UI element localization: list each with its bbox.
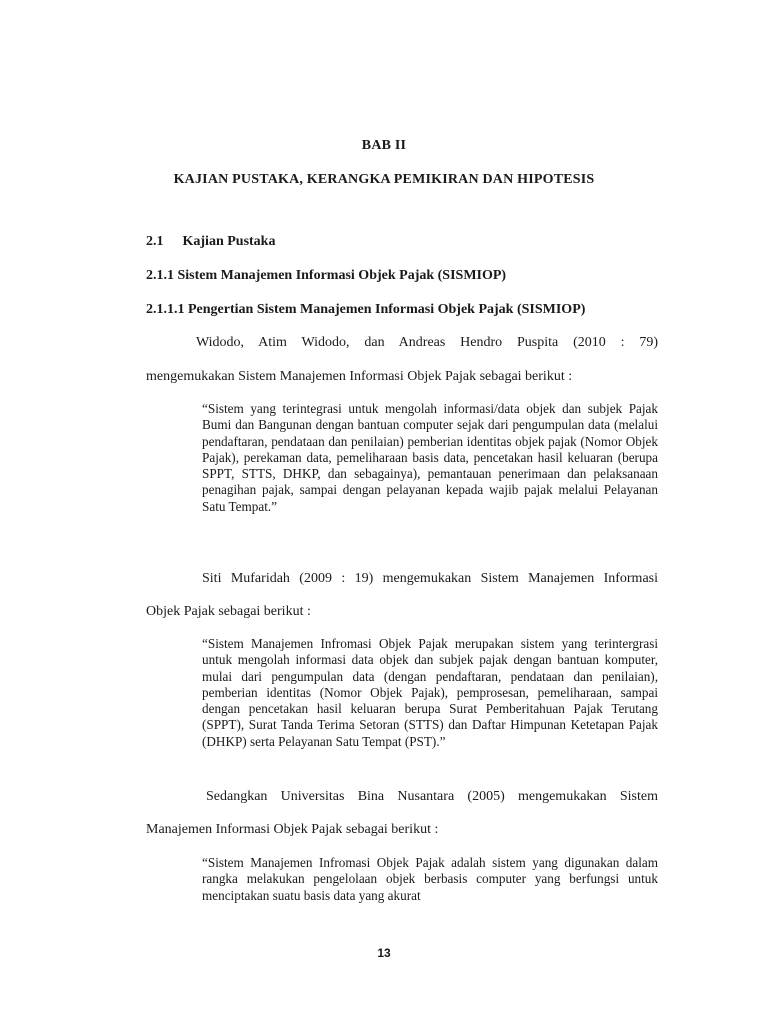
paragraph-1-line-2: mengemukakan Sistem Manajemen Informasi Objek Pajak sebagai berikut : [146,369,573,384]
quote-1: “Sistem yang terintegrasi untuk mengolah informasi/data objek dan subjek Pajak Bumi dan Bangunan dengan bantuan computer sejak dari pengumpulan data (melalui pendaftaran, pendataan dan penilaian) pemberian identitas objek pajak (Nomor Objek Pajak), perekaman data, pemeliharaan basis data, pencetakan hasil keluaran (berupa SPPT, STTS, DHKP, dan sebagainya), pemantauan penerimaan dan pelaksanaan penagihan pajak, sampai dengan pelayanan kepada wajib pajak melalui Pelayanan Satu Tempat.” [202,401,658,514]
paragraph-2-line-1: Siti Mufaridah (2009 : 19) mengemukakan Sistem Manajemen Informasi [202,571,658,586]
paragraph-2-line-2: Objek Pajak sebagai berikut : [146,604,311,619]
section-title: Kajian Pustaka [182,234,276,249]
paragraph-1-line-1: Widodo, Atim Widodo, dan Andreas Hendro Puspita (2010 : 79) [196,335,658,350]
quote-3: “Sistem Manajemen Infromasi Objek Pajak adalah sistem yang digunakan dalam rangka melakukan pengelolaan objek berbasis computer yang berfungsi untuk menciptakan suatu basis data yang akurat [202,855,658,903]
paragraph-3-line-1: Sedangkan Universitas Bina Nusantara (2005) mengemukakan Sistem [206,789,658,804]
chapter-title: KAJIAN PUSTAKA, KERANGKA PEMIKIRAN DAN HIPOTESIS [173,172,595,187]
paragraph-3-line-2: Manajemen Informasi Objek Pajak sebagai berikut : [146,822,439,837]
chapter-label: BAB II [361,138,407,153]
subsubsection-heading: 2.1.1.1 Pengertian Sistem Manajemen Informasi Objek Pajak (SISMIOP) [146,302,586,317]
page-number: 13 [377,946,391,960]
quote-2: “Sistem Manajemen Infromasi Objek Pajak merupakan sistem yang terintergrasi untuk mengolah informasi data objek dan subjek pajak dengan bantuan komputer, mulai dari pengumpulan data (dengan pendaftaran, pendataan dan penilaian), pemberian identitas (Nomor Objek Pajak), pemprosesan, pemeliharaan, sampai dengan pencetakan hasil keluaran berupa Surat Pemberitahuan Pajak Terutang (SPPT), Surat Tanda Terima Setoran (STTS) dan Daftar Himpunan Ketetapan Pajak (DHKP) serta Pelayanan Satu Tempat (PST).” [202,636,658,749]
section-number: 2.1 [146,234,164,249]
subsection-heading: 2.1.1 Sistem Manajemen Informasi Objek Pajak (SISMIOP) [146,268,507,283]
section-heading [146,234,275,250]
